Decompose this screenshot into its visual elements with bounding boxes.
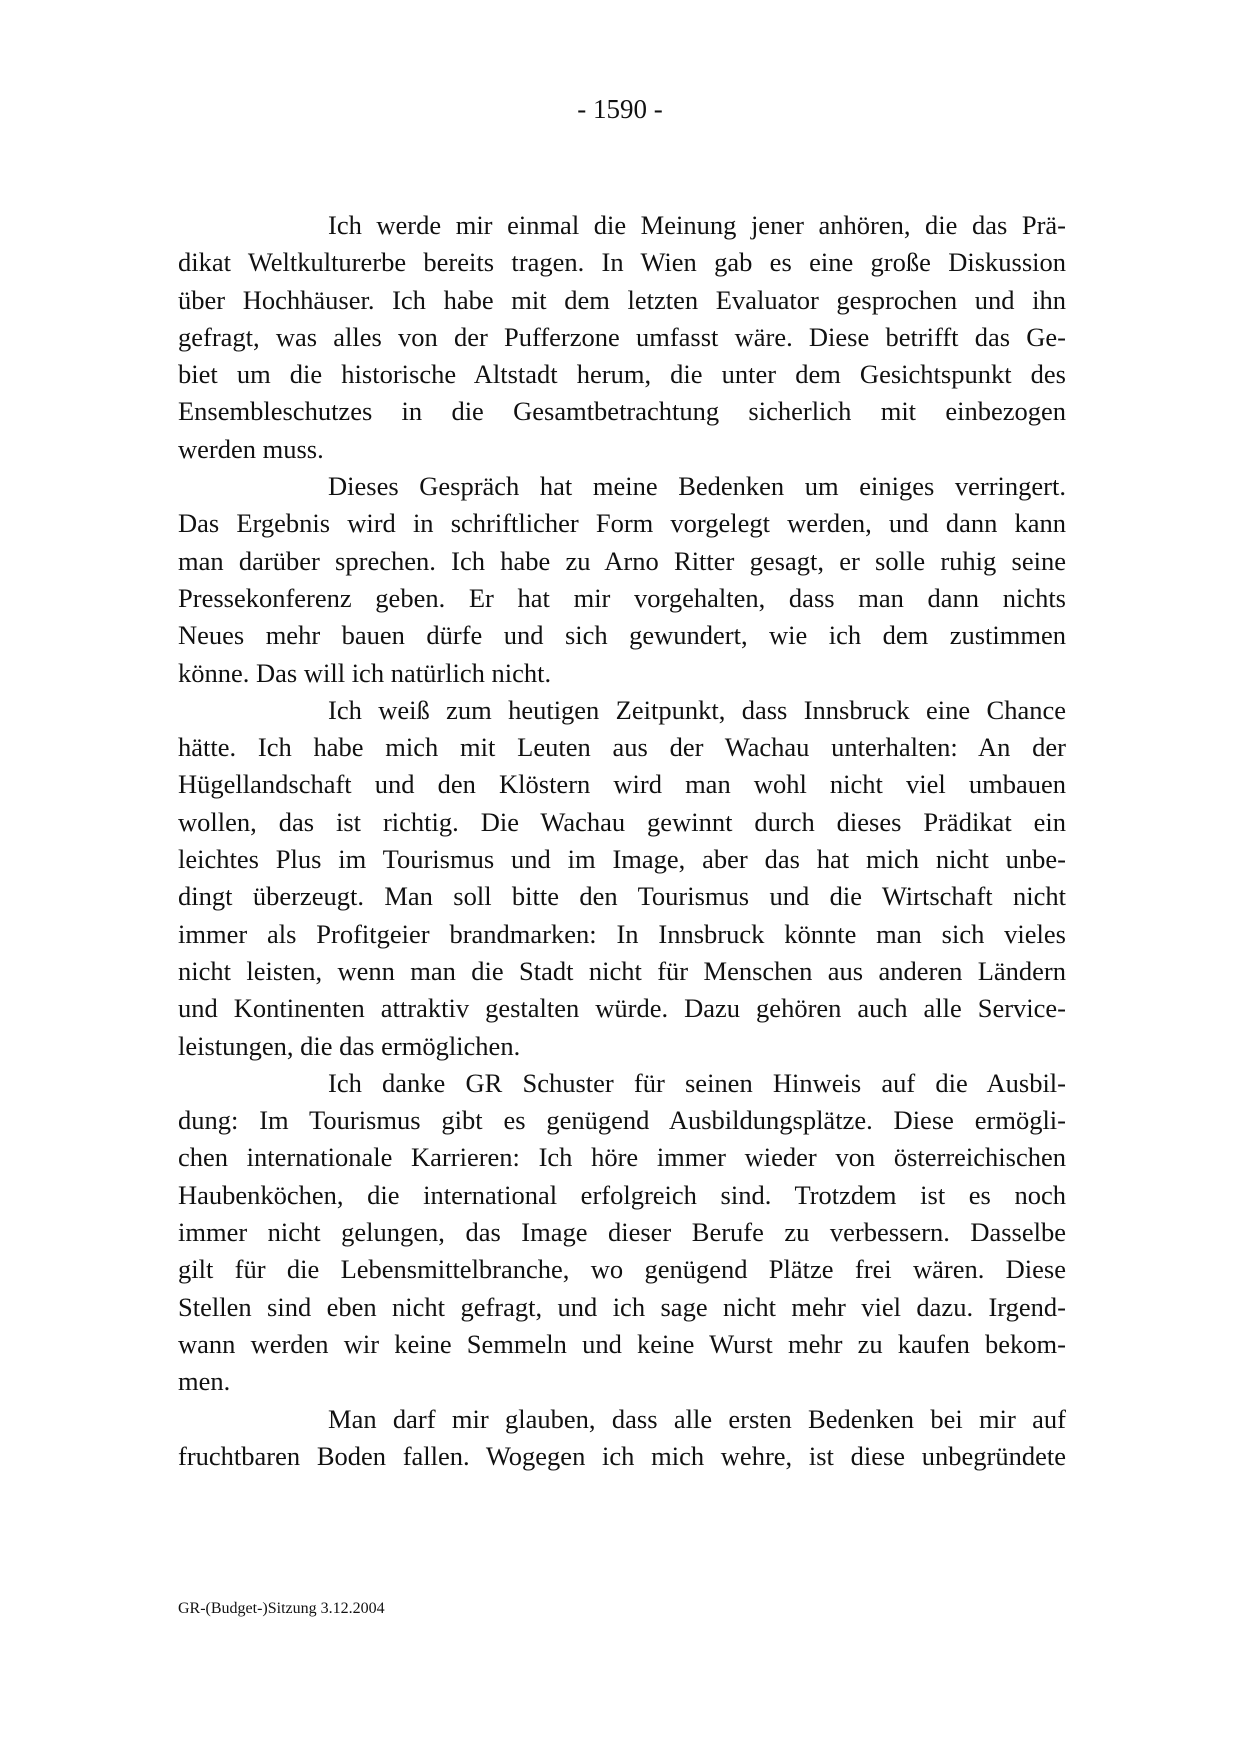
text-line: gilt für die Lebensmittelbranche, wo genügend Plätze frei wären. Diese	[178, 1254, 1066, 1285]
text-line: Neues mehr bauen dürfe und sich gewundert, wie ich dem zustimmen	[178, 620, 1066, 651]
text-line: hätte. Ich habe mich mit Leuten aus der Wachau unterhalten: An der	[178, 732, 1066, 763]
text-line: Ich danke GR Schuster für seinen Hinweis auf die Ausbil-	[328, 1067, 1066, 1098]
page-number: - 1590 -	[577, 94, 663, 124]
text-line: dikat Weltkulturerbe bereits tragen. In Wien gab es eine große Diskussion	[178, 247, 1066, 278]
text-line: fruchtbaren Boden fallen. Wogegen ich mich wehre, ist diese unbegründete	[178, 1440, 1066, 1471]
text-line: dingt überzeugt. Man soll bitte den Tourismus und die Wirtschaft nicht	[178, 881, 1066, 912]
text-line: leichtes Plus im Tourismus und im Image, aber das hat mich nicht unbe-	[178, 844, 1066, 875]
text-line: Das Ergebnis wird in schriftlicher Form vorgelegt werden, und dann kann	[178, 508, 1066, 539]
text-line: nicht leisten, wenn man die Stadt nicht für Menschen aus anderen Ländern	[178, 955, 1066, 986]
text-line: Ich werde mir einmal die Meinung jener anhören, die das Prä-	[328, 210, 1066, 240]
text-line: biet um die historische Altstadt herum, die unter dem Gesichtspunkt des	[178, 359, 1066, 390]
body-text	[178, 207, 1066, 1475]
paragraph	[178, 1401, 1066, 1476]
paragraph	[178, 692, 1066, 1065]
text-line: Haubenköchen, die international erfolgreich sind. Trotzdem ist es noch	[178, 1179, 1066, 1210]
text-line: wann werden wir keine Semmeln und keine Wurst mehr zu kaufen bekom-	[178, 1328, 1066, 1359]
text-line: über Hochhäuser. Ich habe mit dem letzten Evaluator gesprochen und ihn	[178, 284, 1066, 315]
text-line: immer als Profitgeier brandmarken: In Innsbruck könnte man sich vieles	[178, 918, 1066, 949]
text-line: könne. Das will ich natürlich nicht.	[178, 657, 552, 688]
footer-session-label: GR-(Budget-)Sitzung 3.12.2004	[178, 1600, 385, 1617]
text-line: gefragt, was alles von der Pufferzone umfasst wäre. Diese betrifft das Ge-	[178, 321, 1066, 352]
paragraph	[178, 207, 1066, 468]
text-line: leistungen, die das ermöglichen.	[178, 1030, 521, 1061]
text-line: werden muss.	[178, 433, 324, 464]
text-line: man darüber sprechen. Ich habe zu Arno Ritter gesagt, er solle ruhig seine	[178, 545, 1066, 576]
text-line: Hügellandschaft und den Klöstern wird man wohl nicht viel umbauen	[178, 769, 1066, 800]
text-line: immer nicht gelungen, das Image dieser Berufe zu verbessern. Dasselbe	[178, 1217, 1066, 1248]
paragraph	[178, 468, 1066, 692]
text-line: Man darf mir glauben, dass alle ersten Bedenken bei mir auf	[328, 1403, 1066, 1434]
text-line: chen internationale Karrieren: Ich höre immer wieder von österreichischen	[178, 1142, 1066, 1173]
text-line: men.	[178, 1366, 231, 1397]
text-line: und Kontinenten attraktiv gestalten würde. Dazu gehören auch alle Service-	[178, 993, 1066, 1024]
text-line: Dieses Gespräch hat meine Bedenken um einiges verringert.	[328, 471, 1066, 502]
text-line: Pressekonferenz geben. Er hat mir vorgehalten, dass man dann nichts	[178, 582, 1066, 613]
text-line: wollen, das ist richtig. Die Wachau gewinnt durch dieses Prädikat ein	[178, 806, 1066, 837]
text-line: Ensembleschutzes in die Gesamtbetrachtung sicherlich mit einbezogen	[178, 396, 1066, 427]
text-line: Stellen sind eben nicht gefragt, und ich sage nicht mehr viel dazu. Irgend-	[178, 1291, 1066, 1322]
text-line: dung: Im Tourismus gibt es genügend Ausbildungsplätze. Diese ermögli-	[178, 1105, 1066, 1136]
paragraph	[178, 1065, 1066, 1401]
text-line: Ich weiß zum heutigen Zeitpunkt, dass Innsbruck eine Chance	[328, 694, 1066, 725]
